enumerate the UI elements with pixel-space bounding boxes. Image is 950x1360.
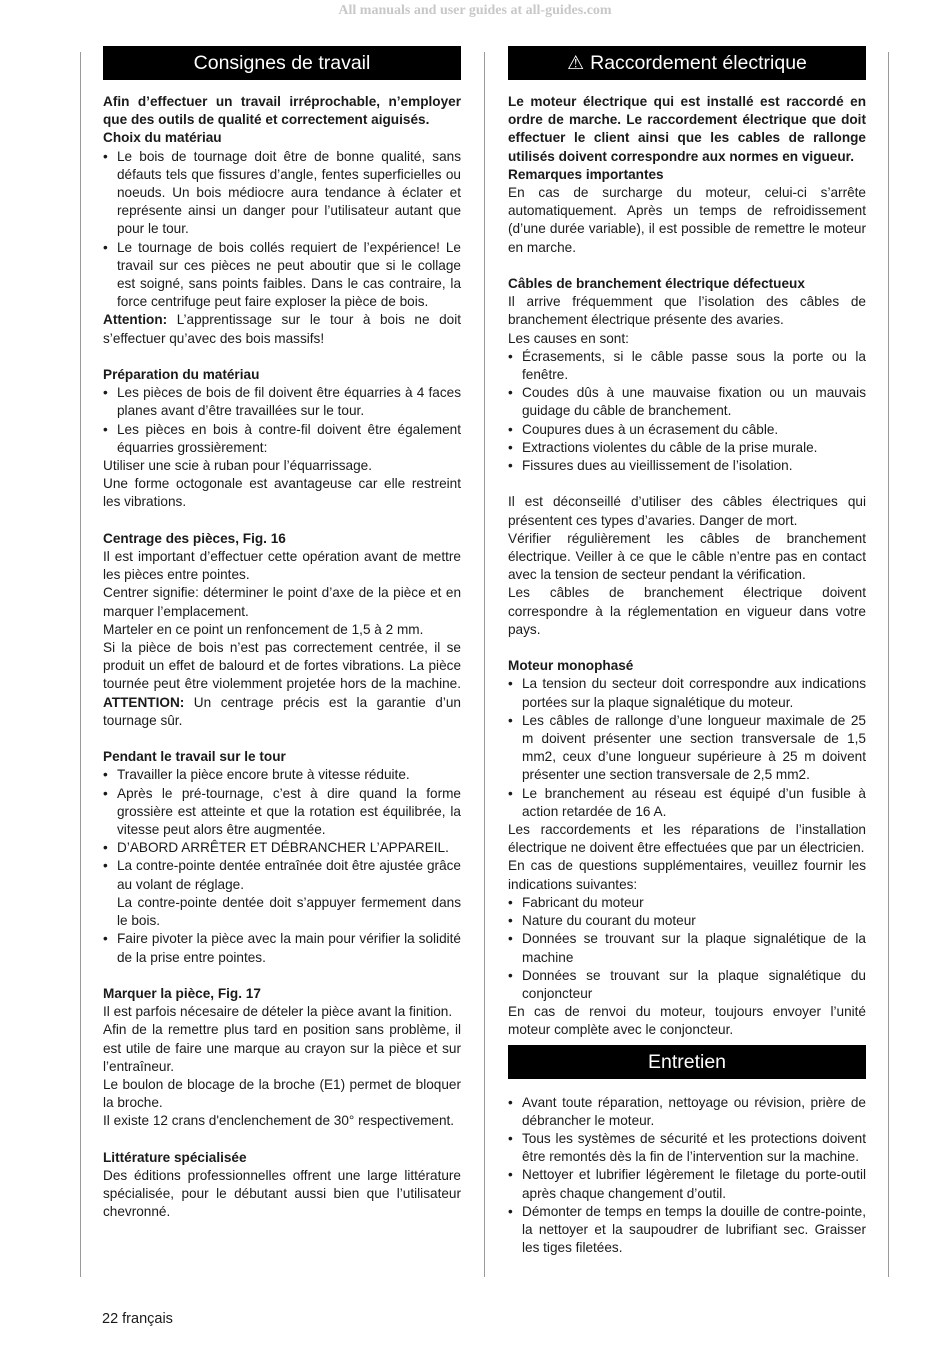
list-item: • Écrasements, si le câble passe sous la porte ou la fenêtre. bbox=[508, 348, 866, 384]
paragraph: Les raccordements et les réparations de l’installation électrique ne doivent être effectuées que par un électricien. bbox=[508, 822, 866, 856]
list-entretien bbox=[508, 1094, 866, 1258]
list-item: • Le tournage de bois collés requiert de l’expérience! Le travail sur ces pièces ne peut aboutir que si le collage est soigné, sans points faibles. Dans le cas contraire, la force centrifuge peut faire exploser la pièce de bois. bbox=[103, 239, 461, 312]
heading-choix: Choix du matériau bbox=[103, 130, 222, 146]
list-item: • Nature du courant du moteur bbox=[508, 912, 866, 930]
heading-cables: Câbles de branchement électrique défectueux bbox=[508, 276, 805, 292]
section-title-entretien: Entretien bbox=[647, 1050, 727, 1073]
column-rule-left bbox=[80, 52, 81, 1277]
list-preparation bbox=[103, 384, 461, 457]
paragraph: Les causes en sont: bbox=[508, 330, 629, 346]
attention-label: Attention: bbox=[103, 312, 168, 328]
centrage-text: Si la pièce de bois n’est pas correctement centrée, il se produit un effet de balourd et de fortes vibrations. La pièce tournée peut être violemment projetée hors de la machine. bbox=[103, 640, 461, 692]
paragraph: Afin de la remettre plus tard en position sans problème, il est utile de faire une marque au crayon sur la pièce et sur l’entraîneur. bbox=[103, 1022, 461, 1074]
section-title-raccordement: Raccordement électrique bbox=[590, 52, 807, 74]
section-header-consignes bbox=[103, 46, 461, 80]
column-rule-right bbox=[888, 52, 889, 1277]
list-item: • Données se trouvant sur la plaque signalétique de la machine bbox=[508, 930, 866, 966]
list-item bbox=[103, 857, 461, 930]
list-item: • Avant toute réparation, nettoyage ou révision, prière de débrancher le moteur. bbox=[508, 1094, 866, 1130]
paragraph: Le boulon de blocage de la broche (E1) permet de bloquer la broche. bbox=[103, 1076, 461, 1111]
list-item: • Fissures dues au vieillissement de l’isolation. bbox=[508, 457, 866, 475]
paragraph: Il est important d’effectuer cette opération avant de mettre les pièces entre pointes. bbox=[103, 549, 461, 583]
attention-label: ATTENTION: bbox=[103, 694, 185, 710]
paragraph: Centrer signifie: déterminer le point d’axe de la pièce et en marquer l’emplacement. bbox=[103, 585, 461, 619]
warning-triangle-icon: ⚠ bbox=[567, 53, 585, 74]
list-item: • Coudes dûs à une mauvaise fixation ou un mauvais guidage du câble de branchement. bbox=[508, 384, 866, 420]
list-item: • Fabricant du moteur bbox=[508, 894, 866, 912]
paragraph: Utiliser une scie à ruban pour l’équarrissage. bbox=[103, 458, 372, 474]
list-item: • Données se trouvant sur la plaque signalétique du conjoncteur bbox=[508, 967, 866, 1003]
heading-marquer: Marquer la pièce, Fig. 17 bbox=[103, 985, 261, 1001]
list-item: • Démonter de temps en temps la douille de contre-pointe, la nettoyer et la saupoudrer de lubrifiant sec. Graisser les tiges filetées. bbox=[508, 1203, 866, 1258]
list-causes bbox=[508, 348, 866, 475]
list-item: • Nettoyer et lubrifier légèrement le filetage du porte-outil après chaque changement d’outil. bbox=[508, 1166, 866, 1202]
heading-remarques: Remarques importantes bbox=[508, 166, 664, 182]
paragraph: En cas de surcharge du moteur, celui-ci s’arrête automatiquement. Après un temps de refroidissement (d’une durée variable), il est possible de remettre le moteur en marche. bbox=[508, 185, 866, 255]
heading-litterature: Littérature spécialisée bbox=[103, 1149, 247, 1165]
list-item: • Coupures dues à un écrasement du câble. bbox=[508, 421, 866, 439]
list-item: • Le branchement au réseau est équipé d’un fusible à action retardée de 16 A. bbox=[508, 785, 866, 821]
heading-moteur: Moteur monophasé bbox=[508, 658, 634, 674]
list-item: • La tension du secteur doit correspondre aux indications portées sur la plaque signalétique du moteur. bbox=[508, 675, 866, 711]
paragraph: Vérifier régulièrement les câbles de branchement électrique. Veiller à ce que le câble n’entre pas en contact avec la tension de secteur pendant la vérification. bbox=[508, 530, 866, 583]
paragraph: Il arrive fréquemment que l’isolation des câbles de branchement électrique présente des avaries. bbox=[508, 294, 866, 328]
paragraph: Il est parfois nécesaire de dételer la pièce avant la finition. bbox=[103, 1004, 453, 1020]
list-item: • Extractions violentes du câble de la prise murale. bbox=[508, 439, 866, 457]
paragraph: En cas de renvoi du moteur, toujours envoyer l’unité moteur complète avec le conjoncteur. bbox=[508, 1004, 866, 1038]
column-rule-middle bbox=[484, 52, 485, 1277]
section-header-raccordement bbox=[508, 46, 866, 80]
list-item: • Les pièces de bois de fil doivent être équarries à 4 faces planes avant d’être travaillées sur le tour. bbox=[103, 384, 461, 420]
intro-text: Le moteur électrique qui est installé est raccordé en ordre de marche. Le raccordement électrique que doit effectuer le client ainsi que les cables de rallonge utilisés doivent correspondre aux normes en vigueur. bbox=[508, 94, 866, 164]
list-item-text-extra: La contre-pointe dentée doit s’appuyer fermement dans le bois. bbox=[117, 894, 461, 929]
intro-text: Afin d’effectuer un travail irréprochable, n’employer que des outils de qualité et correctement aiguisés. bbox=[103, 94, 461, 128]
list-item: • D’ABORD ARRÊTER ET DÉBRANCHER L’APPAREIL. bbox=[103, 839, 461, 857]
list-indications bbox=[508, 894, 866, 1003]
list-item: • Le bois de tournage doit être de bonne qualité, sans défauts tels que fissures d’angle, fentes superficielles ou noeuds. Un bois médiocre aura tendance à éclater et représente ainsi un danger pour l’utilisateur autant que pour le tour. bbox=[103, 148, 461, 239]
heading-preparation: Préparation du matériau bbox=[103, 367, 260, 383]
heading-centrage: Centrage des pièces, Fig. 16 bbox=[103, 530, 286, 546]
paragraph bbox=[103, 639, 461, 730]
paragraph: Marteler en ce point un renfoncement de 1,5 à 2 mm. bbox=[103, 621, 424, 637]
attention-note bbox=[103, 311, 461, 347]
paragraph: En cas de questions supplémentaires, veuillez fournir les indications suivantes: bbox=[508, 858, 866, 892]
section-header-entretien bbox=[508, 1045, 866, 1079]
attention-text: L’apprentissage sur le tour à bois ne doit s’effectuer qu’avec des bois massifs! bbox=[103, 312, 461, 346]
heading-pendant: Pendant le travail sur le tour bbox=[103, 749, 286, 765]
paragraph: Une forme octogonale est avantageuse car elle restreint les vibrations. bbox=[103, 476, 461, 510]
list-choix bbox=[103, 148, 461, 312]
list-item: • Après le pré-tournage, c’est à dire quand la forme grossière est atteinte et que la rotation est équilibrée, la vitesse peut alors être augmentée. bbox=[103, 785, 461, 840]
section-title-consignes: Consignes de travail bbox=[193, 52, 371, 74]
list-item: • Faire pivoter la pièce avec la main pour vérifier la solidité de la prise entre pointes. bbox=[103, 930, 461, 966]
paragraph: Il existe 12 crans d'enclenchement de 30° respectivement. bbox=[103, 1113, 455, 1129]
centrage-text-end: Un centrage précis est la garantie d’un tournage sûr. bbox=[103, 694, 461, 728]
right-column bbox=[508, 46, 866, 1257]
paragraph: Les câbles de branchement électrique doivent correspondre à la réglementation en vigueur dans votre pays. bbox=[508, 585, 866, 637]
list-item: • Tous les systèmes de sécurité et les protections doivent être remontés dès la fin de l’intervention sur la machine. bbox=[508, 1130, 866, 1166]
list-moteur bbox=[508, 675, 866, 821]
watermark: All manuals and user guides at all-guides.com bbox=[338, 3, 612, 18]
left-column bbox=[103, 46, 461, 1222]
list-item-text: La contre-pointe dentée entraînée doit être ajustée grâce au volant de réglage. bbox=[117, 858, 461, 892]
page-footer: 22 français bbox=[102, 1311, 173, 1327]
list-item: • Les câbles de rallonge d’une longueur maximale de 25 m doivent présenter une section transversale de 1,5 mm2, ceux d’une longueur supérieure à 25 m doivent présenter une section transversale de 2,5 mm2. bbox=[508, 712, 866, 785]
paragraph: Des éditions professionnelles offrent une large littérature spécialisée, pour le débutant aussi bien que l’utilisateur chevronné. bbox=[103, 1167, 461, 1220]
list-pendant bbox=[103, 766, 461, 966]
list-item: • Travailler la pièce encore brute à vitesse réduite. bbox=[103, 766, 461, 784]
list-item: • Les pièces en bois à contre-fil doivent être également équarries grossièrement: bbox=[103, 421, 461, 457]
paragraph: Il est déconseillé d’utiliser des câbles électriques qui présentent ces types d’avaries. Danger de mort. bbox=[508, 494, 866, 528]
